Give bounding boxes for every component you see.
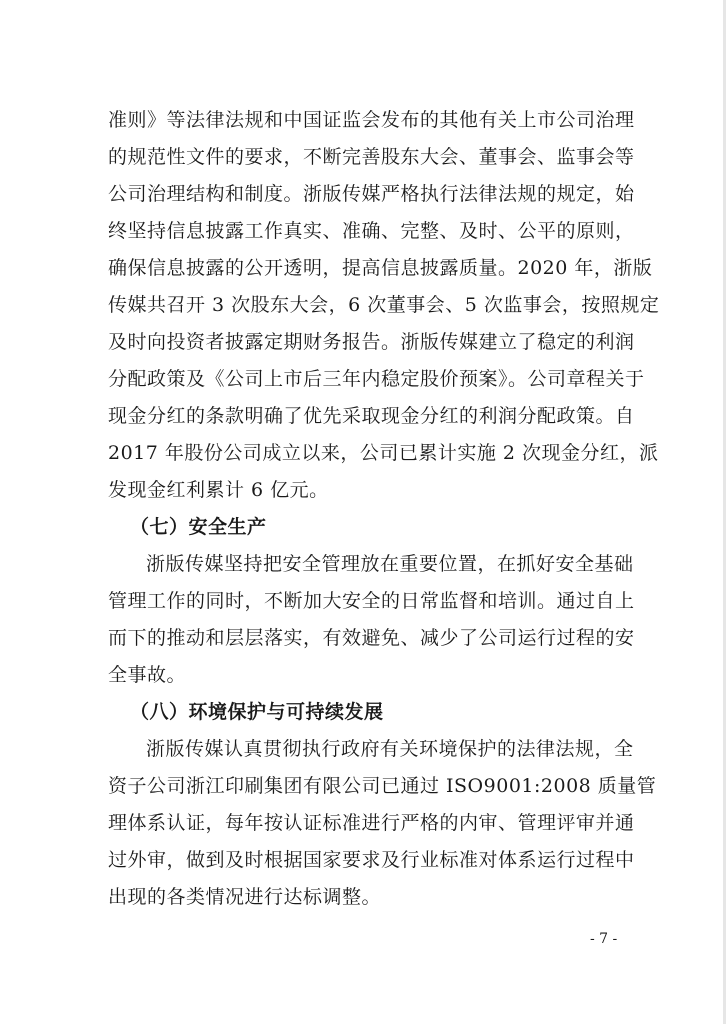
paragraph-line: 现金分红的条款明确了优先采取现金分红的利润分配政策。自 [108, 405, 635, 427]
paragraph-line: 发现金红利累计 6 亿元。 [108, 479, 329, 501]
page-number: - 7 - [590, 931, 618, 947]
section-heading-safety: （七）安全生产 [130, 516, 267, 538]
section-heading-environment: （八）环境保护与可持续发展 [130, 701, 384, 723]
paragraph-line: 理体系认证，每年按认证标准进行严格的内审、管理评审并通 [108, 812, 635, 834]
paragraph-line: 出现的各类情况进行达标调整。 [108, 886, 382, 908]
paragraph-line: 准则》等法律法规和中国证监会发布的其他有关上市公司治理 [108, 109, 635, 131]
paragraph-line: 分配政策及《公司上市后三年内稳定股价预案》。公司章程关于 [108, 368, 645, 390]
paragraph-line: 浙版传媒认真贯彻执行政府有关环境保护的法律法规，全 [146, 738, 634, 760]
paragraph-line: 确保信息披露的公开透明，提高信息披露质量。2020 年，浙版 [108, 257, 653, 279]
paragraph-line: 而下的推动和层层落实，有效避免、减少了公司运行过程的安 [108, 627, 635, 649]
paragraph-line: 过外审，做到及时根据国家要求及行业标准对体系运行过程中 [108, 849, 635, 871]
paragraph-line: 全事故。 [108, 664, 187, 686]
paragraph-line: 及时向投资者披露定期财务报告。浙版传媒建立了稳定的利润 [108, 331, 635, 353]
paragraph-line: 公司治理结构和制度。浙版传媒严格执行法律法规的规定，始 [108, 183, 635, 205]
paragraph-line: 传媒共召开 3 次股东大会，6 次董事会、5 次监事会，按照规定 [108, 294, 660, 316]
paragraph-line: 的规范性文件的要求，不断完善股东大会、董事会、监事会等 [108, 146, 635, 168]
paragraph-line: 终坚持信息披露工作真实、准确、完整、及时、公平的原则， [108, 220, 635, 242]
paragraph-line: 浙版传媒坚持把安全管理放在重要位置，在抓好安全基础 [146, 553, 634, 575]
paragraph-line: 管理工作的同时，不断加大安全的日常监督和培训。通过自上 [108, 590, 635, 612]
paragraph-line: 2017 年股份公司成立以来，公司已累计实施 2 次现金分红，派 [108, 442, 659, 464]
paragraph-line: 资子公司浙江印刷集团有限公司已通过 ISO9001:2008 质量管 [108, 775, 657, 797]
